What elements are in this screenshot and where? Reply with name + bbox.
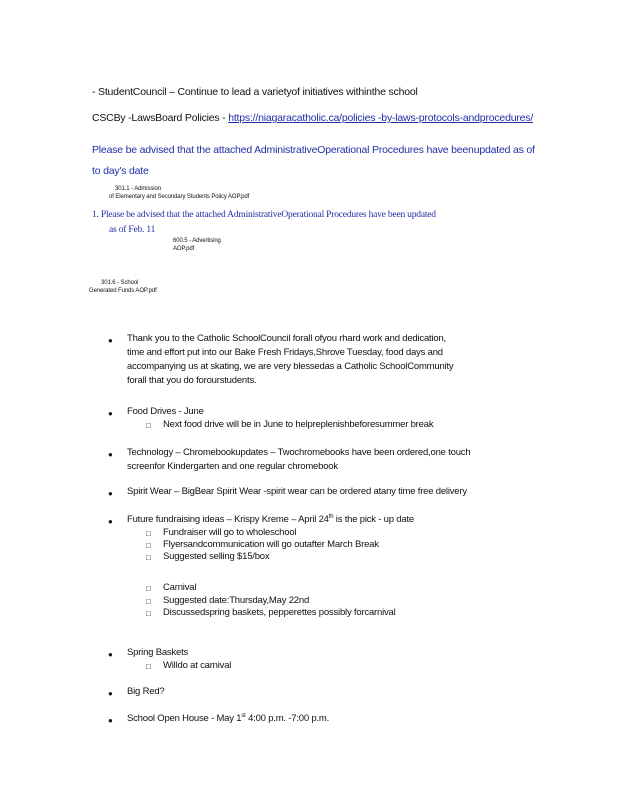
fundraising-sub-2: Flyersandcommunication will go outafter March Break xyxy=(163,539,379,550)
bullet-icon: ● xyxy=(108,650,113,659)
sub-bullet-icon: □ xyxy=(146,609,151,618)
spring-baskets-sub: Willdo at carnival xyxy=(163,660,232,671)
open-house-text-end: 4:00 p.m. -7:00 p.m. xyxy=(245,713,330,725)
attachment-600-5-line2[interactable]: AOP.pdf xyxy=(173,246,195,252)
attachment-301-6-line2[interactable]: Generated Funds AOP.pdf xyxy=(89,288,157,294)
attachment-301-1-line2[interactable]: of Elementary and Secondary Students Policy AOP.pdf xyxy=(109,194,250,200)
fundraising-text-end: is the pick - up date xyxy=(333,514,414,526)
bullet-icon: ● xyxy=(108,450,113,459)
bullet-icon: ● xyxy=(108,489,113,498)
carnival-sub-2: Discussedspring baskets, pepperettes possibly forcarnival xyxy=(163,607,396,618)
thanks-line-3: accompanying us at skating, we are very blessedas a Catholic SchoolCommunity xyxy=(127,361,454,372)
bullet-icon: ● xyxy=(108,409,113,418)
sub-bullet-icon: □ xyxy=(146,584,151,593)
bullet-icon: ● xyxy=(108,716,113,725)
spirit-wear-item: Spirit Wear – BigBear Spirit Wear -spirit wear can be ordered atany time free delivery xyxy=(127,486,467,497)
notice-line-1: Please be advised that the attached AdministrativeOperational Procedures have beenupdated as of xyxy=(92,144,535,156)
sub-bullet-icon: □ xyxy=(146,662,151,671)
carnival-item: Carnival xyxy=(163,582,197,593)
student-council-line: - StudentCouncil – Continue to lead a varietyof initiatives withinthe school xyxy=(92,86,418,98)
carnival-sub-1: Suggested date:Thursday,May 22nd xyxy=(163,595,310,606)
thanks-line-4: forall that you do forourstudents. xyxy=(127,375,257,386)
fundraising-sub-1: Fundraiser will go to wholeschool xyxy=(163,527,297,538)
bullet-icon: ● xyxy=(108,689,113,698)
fundraising-sub-3: Suggested selling $15/box xyxy=(163,551,270,562)
cscb-policies-line xyxy=(92,112,533,124)
bullet-icon: ● xyxy=(108,336,113,345)
notice-line-2: to day's date xyxy=(92,165,149,177)
fundraising-ordinal: th xyxy=(328,514,334,520)
policies-link[interactable]: https://niagaracatholic.ca/policies -by-laws-protocols-andprocedures/ xyxy=(228,112,534,124)
thanks-line-1: Thank you to the Catholic SchoolCouncil forall ofyou rhard work and dedication, xyxy=(127,333,447,344)
sub-bullet-icon: □ xyxy=(146,553,151,562)
technology-line-1: Technology – Chromebookupdates – Twochromebooks have been ordered,one touch xyxy=(127,447,471,458)
sub-bullet-icon: □ xyxy=(146,421,151,430)
attachment-301-6-line1[interactable]: 301.6 - School xyxy=(101,280,139,286)
open-house-item xyxy=(127,713,329,724)
fundraising-text: Future fundraising ideas – Krispy Kreme – April 24 xyxy=(127,514,329,526)
food-drives-sub: Next food drive will be in June to helpreplenishbeforesummer break xyxy=(163,419,434,430)
fundraising-item xyxy=(127,514,414,525)
spring-baskets-item: Spring Baskets xyxy=(127,647,189,658)
sub-bullet-icon: □ xyxy=(146,529,151,538)
numbered-item-1-line2: as of Feb. 11 xyxy=(109,225,156,235)
sub-bullet-icon: □ xyxy=(146,541,151,550)
technology-line-2: screenfor Kindergarten and one regular chromebook xyxy=(127,461,338,472)
thanks-line-2: time and effort put into our Bake Fresh Fridays,Shrove Tuesday, food days and xyxy=(127,347,443,358)
big-red-item: Big Red? xyxy=(127,686,165,697)
attachment-600-5-line1[interactable]: 600.5 - Advertising xyxy=(173,238,221,244)
numbered-item-1-line1: 1. Please be advised that the attached AdministrativeOperational Procedures have been updated xyxy=(92,210,436,220)
bullet-icon: ● xyxy=(108,517,113,526)
attachment-301-1-line1[interactable]: 301.1 - Admission xyxy=(115,186,161,192)
cscb-prefix: CSCBy -LawsBoard Policies - xyxy=(92,112,229,124)
sub-bullet-icon: □ xyxy=(146,597,151,606)
open-house-ordinal: st xyxy=(241,713,246,719)
open-house-text: School Open House - May 1 xyxy=(127,713,242,725)
food-drives-item: Food Drives - June xyxy=(127,406,204,417)
